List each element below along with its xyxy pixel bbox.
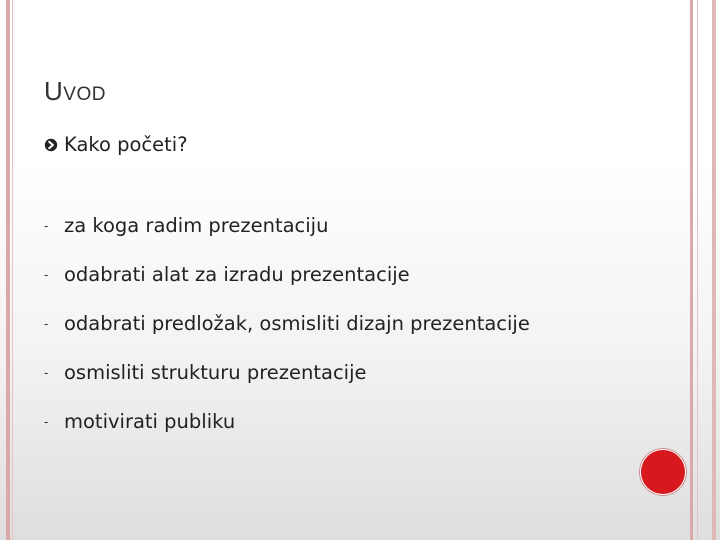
right-border-line [697,0,698,540]
list-item [44,361,367,384]
list-item-text: osmisliti strukturu prezentacije [64,361,367,384]
main-bullet-item [44,133,188,156]
circled-arrow-icon [44,138,64,152]
dash-marker: - [44,218,49,233]
red-circle-decoration [641,450,685,494]
title-initial: U [44,76,64,106]
list-item [44,263,410,286]
dash-marker: - [44,267,49,282]
list-item [44,214,328,237]
list-item-text: motivirati publiku [64,410,236,433]
list-item-text: odabrati predložak, osmisliti dizajn prezentacije [64,312,530,335]
left-border-stripe [6,0,10,540]
list-item-text: odabrati alat za izradu prezentacije [64,263,410,286]
main-point-text: Kako početi? [64,133,188,156]
slide-title [44,76,106,107]
dash-marker: - [44,316,49,331]
dash-marker: - [44,365,49,380]
dash-marker: - [44,414,49,429]
list-item-text: za koga radim prezentaciju [64,214,329,237]
list-item [44,410,235,433]
left-border-line [12,0,13,540]
title-rest: VOD [63,84,106,105]
right-border-stripe [690,0,693,540]
list-item [44,312,530,335]
right-border-outer [712,0,716,540]
